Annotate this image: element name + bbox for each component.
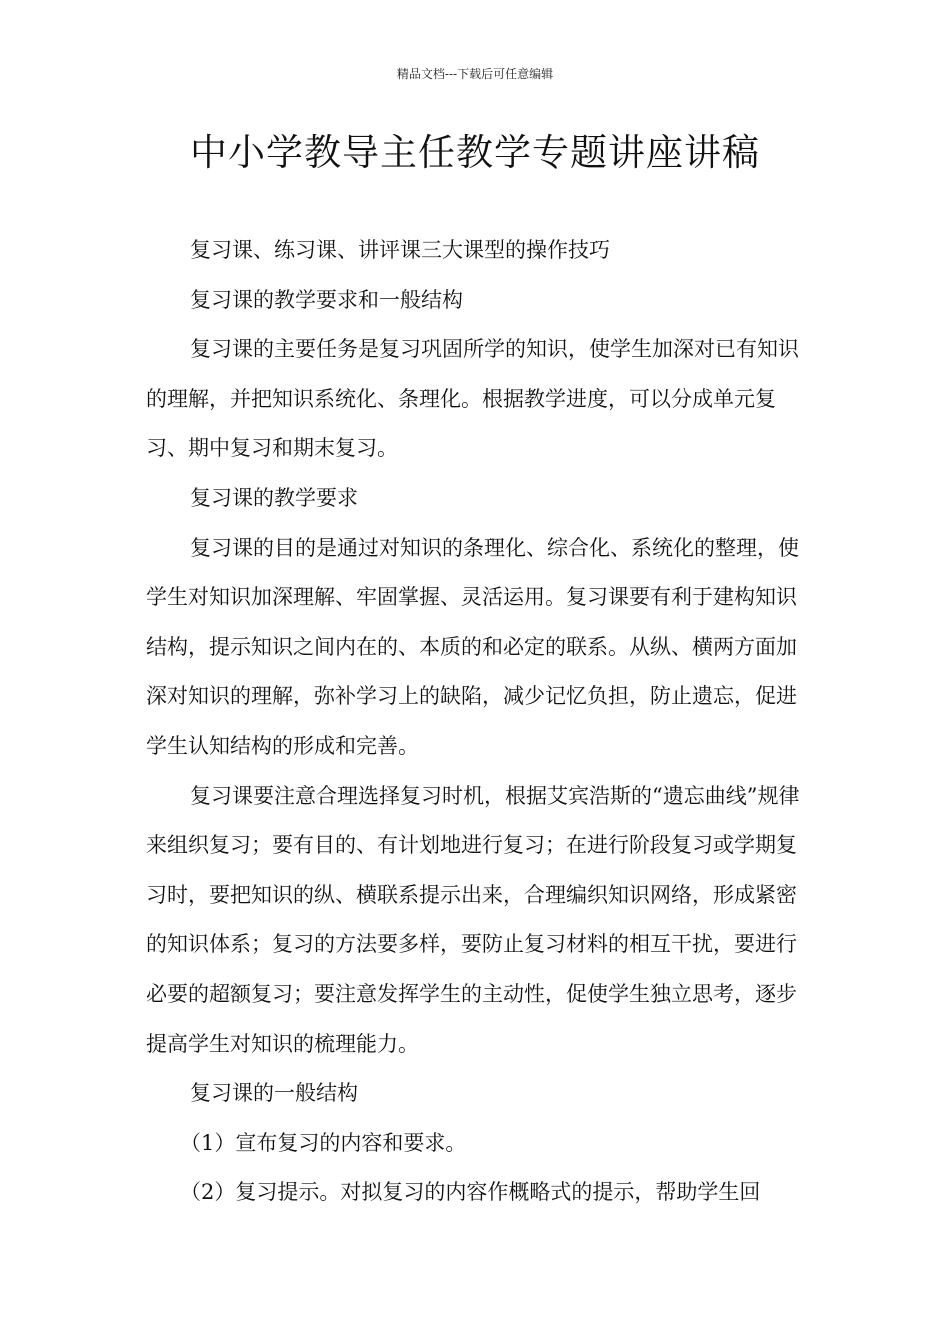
document-title: 中小学教导主任教学专题讲座讲稿 (190, 131, 760, 174)
paragraph: 复习课的目的是通过对知识的条理化、综合化、系统化的整理，使学生对知识加深理解、牢固掌握、灵活运用。复习课要有利于建构知识结构，提示知识之间内在的、本质的和必定的联系。从纵、横两方面加深对知识的理解，弥补学习上的缺陷，减少记忆负担，防止遗忘，促进学生认知结构的形成和完善。 (146, 535, 799, 758)
header-note: 精品文档---下载后可任意编辑 (396, 67, 554, 81)
paragraph: 复习课要注意合理选择复习时机，根据艾宾浩斯的“遗忘曲线”规律来组织复习；要有目的、有计划地进行复习；在进行阶段复习或学期复习时，要把知识的纵、横联系提示出来，合理编织知识网络，形成紧密的知识体系；复习的方法要多样，要防止复习材料的相互干扰，要进行必要的超额复习；要注意发挥学生的主动性，促使学生独立思考，逐步提高学生对知识的梳理能力。 (146, 783, 800, 1056)
section-heading: 复习课的教学要求 (190, 485, 358, 510)
document-body (146, 226, 814, 1218)
section-heading: 复习课的一般结构 (190, 1081, 358, 1106)
list-item: （2）复习提示。对拟复习的内容作概略式的提示，帮助学生回 (180, 1180, 761, 1205)
list-item: （1）宣布复习的内容和要求。 (180, 1130, 467, 1155)
paragraph-subject: 复习课、练习课、讲评课三大课型的操作技巧 (190, 238, 610, 262)
paragraph: 复习课的主要任务是复习巩固所学的知识，使学生加深对已有知识的理解，并把知识系统化、条理化。根据教学进度，可以分成单元复习、期中复习和期末复习。 (146, 337, 799, 461)
section-heading: 复习课的教学要求和一般结构 (190, 287, 463, 312)
